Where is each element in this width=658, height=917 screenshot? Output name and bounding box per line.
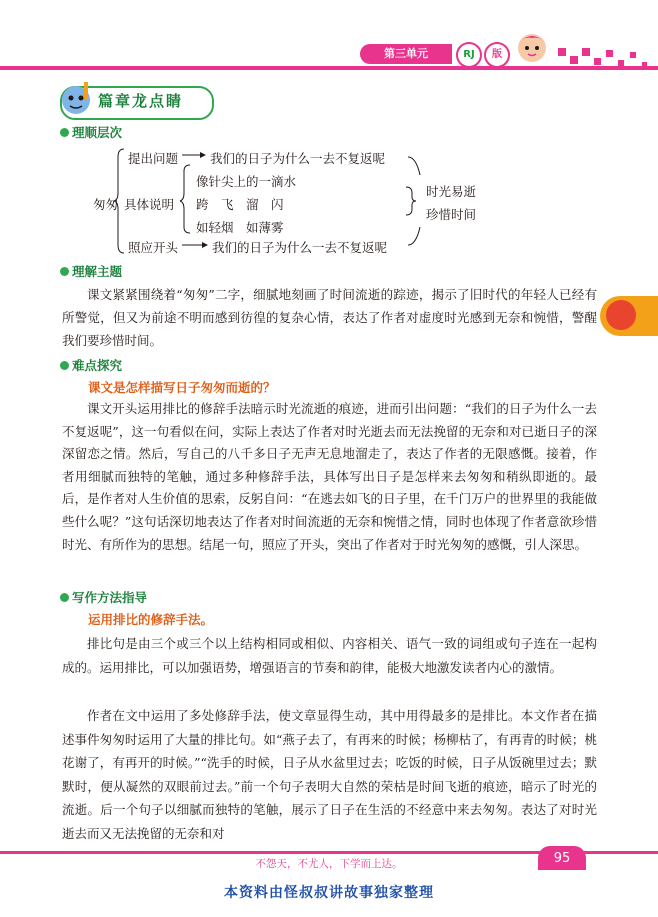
difficulty-paragraph: 课文开头运用排比的修辞手法暗示时光流逝的痕迹，进而引出问题：“我们的日子为什么一去不复返呢”，这一句看似在问，实际上表达了作者对时光逝去而无法挽留的无奈和对已逝日子的深深留恋之情。然后，写自己的八千多日子无声无息地溜走了，表达了作者的无限感慨。接着，作者用细腻而独特的笔触，通过多种修辞手法，具体写出日子是怎样来去匆匆和稍纵即逝的。最后，是作者对人生价值的思索，反躬自问：“在逃去如飞的日子里，在千门万户的世界里的我能做些什么呢？”这句话深切地表达了作者对时间流逝的无奈和惋惜之情，同时也体现了作者意欲珍惜时光、有所作为的思想。结尾一句，照应了开头，突出了作者对于时光匆匆的感慨，引人深思。 <box>62 401 597 552</box>
outline-row1-question: 我们的日子为什么一去不复返呢 <box>210 151 386 166</box>
outline-row1-label: 提出问题 <box>128 151 179 166</box>
outline-row5-question: 我们的日子为什么一去不复返呢 <box>212 240 388 255</box>
writing-paragraph-2: 作者在文中运用了多处修辞手法，使文章显得生动，其中用得最多的是排比。本文作者在描述事件匆匆时运用了大量的排比句。如“燕子去了，有再来的时候；杨柳枯了，有再青的时候；桃花谢了，有再开的时候。”“洗手的时候，日子从水盆里过去；吃饭的时候，日子从饭碗里过去；默默时，便从凝然的双眼前过去。”前一个句子表明大自然的荣枯是时间飞逝的痕迹，暗示了时光的流逝。后一个句子以细腻而独特的笔触，展示了日子在生活的不经意中来去匆匆。表达了对时光逝去而又无法挽留的无奈和对 <box>62 708 597 841</box>
footer-motto: 不怨天，不尤人，下学而上达。 <box>255 858 403 870</box>
outline-row3: 跨 飞 溜 闪 <box>196 197 284 212</box>
writing-paragraph-1: 排比句是由三个或三个以上结构相同或相似、内容相关、语气一致的词组或句子连在一起构成的。运用排比，可以加强语势，增强语言的节奏和韵律，能极大地激发读者内心的激情。 <box>62 636 597 675</box>
outline-right2: 珍惜时间 <box>426 207 477 222</box>
edition-badge: 版 <box>484 42 510 68</box>
outline-root: 匆匆 <box>93 197 119 212</box>
outline-row2: 像针尖上的一滴水 <box>196 174 297 189</box>
theme-paragraph: 课文紧紧围绕着“匆匆”二字，细腻地刻画了时间流逝的踪迹，揭示了旧时代的年轻人已经有所警觉，但又为前途不明而感到彷徨的复杂心情，表达了作者对虚度时光感到无奈和惋惜，警醒我们要珍惜时间。 <box>62 287 597 348</box>
outline-branch-label: 具体说明 <box>124 197 175 212</box>
girl-mascot-icon <box>510 26 554 70</box>
heading-theme: 理解主题 <box>60 262 122 280</box>
unit-tab: 第三单元 <box>360 44 452 64</box>
heading-structure: 理顺层次 <box>60 123 122 141</box>
heading-writing: 写作方法指导 <box>60 588 147 606</box>
side-mascot-icon <box>606 300 636 330</box>
outline-row4: 如轻烟 如薄雾 <box>196 220 284 235</box>
writing-subheading: 运用排比的修辞手法。 <box>88 612 214 627</box>
difficulty-question: 课文是怎样描写日子匆匆而逝的？ <box>88 380 276 395</box>
page-number: 95 <box>538 846 586 870</box>
outline-row5-label: 照应开头 <box>128 240 179 255</box>
decorative-squares <box>556 44 656 84</box>
rj-badge: RJ <box>456 42 482 68</box>
heading-difficulty: 难点探究 <box>60 356 122 374</box>
mascot-icon <box>56 76 96 120</box>
banner-title: 篇章龙点睛 <box>98 92 184 110</box>
credit-line: 本资料由怪叔叔讲故事独家整理 <box>224 885 434 901</box>
outline-right1: 时光易逝 <box>426 184 477 199</box>
